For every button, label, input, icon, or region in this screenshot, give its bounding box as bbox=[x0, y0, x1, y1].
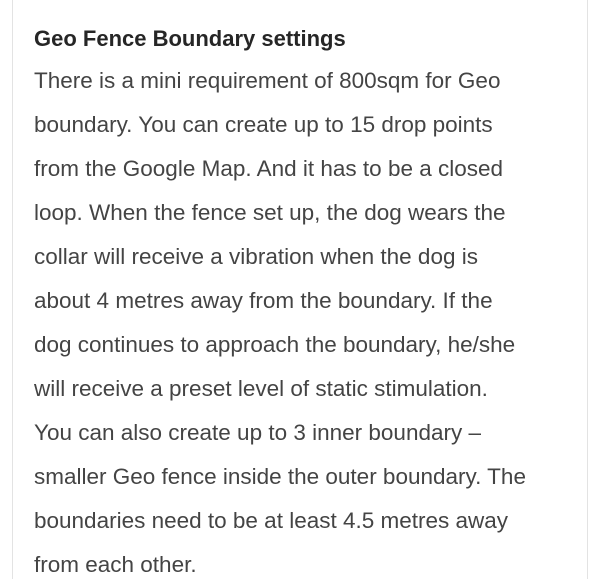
paragraph-line: about 4 metres away from the boundary. If the bbox=[34, 288, 493, 313]
section-heading: Geo Fence Boundary settings bbox=[34, 26, 346, 51]
paragraph-line: loop. When the fence set up, the dog wears the bbox=[34, 200, 506, 225]
section-paragraph bbox=[34, 59, 574, 587]
paragraph-line: boundaries need to be at least 4.5 metres away bbox=[34, 508, 509, 533]
paragraph-line: dog continues to approach the boundary, he/she bbox=[34, 332, 516, 357]
paragraph-line: collar will receive a vibration when the dog is bbox=[34, 244, 478, 269]
paragraph-line: There is a mini requirement of 800sqm for Geo bbox=[34, 68, 501, 93]
paragraph-line: boundary. You can create up to 15 drop points bbox=[34, 112, 493, 137]
article-content bbox=[34, 19, 574, 587]
paragraph-line: will receive a preset level of static stimulation. bbox=[34, 376, 488, 401]
paragraph-line: from each other. bbox=[34, 552, 197, 577]
paragraph-line: You can also create up to 3 inner boundary – bbox=[34, 420, 481, 445]
article-card bbox=[12, 0, 588, 579]
paragraph-line: smaller Geo fence inside the outer boundary. The bbox=[34, 464, 526, 489]
paragraph-line: from the Google Map. And it has to be a closed bbox=[34, 156, 504, 181]
